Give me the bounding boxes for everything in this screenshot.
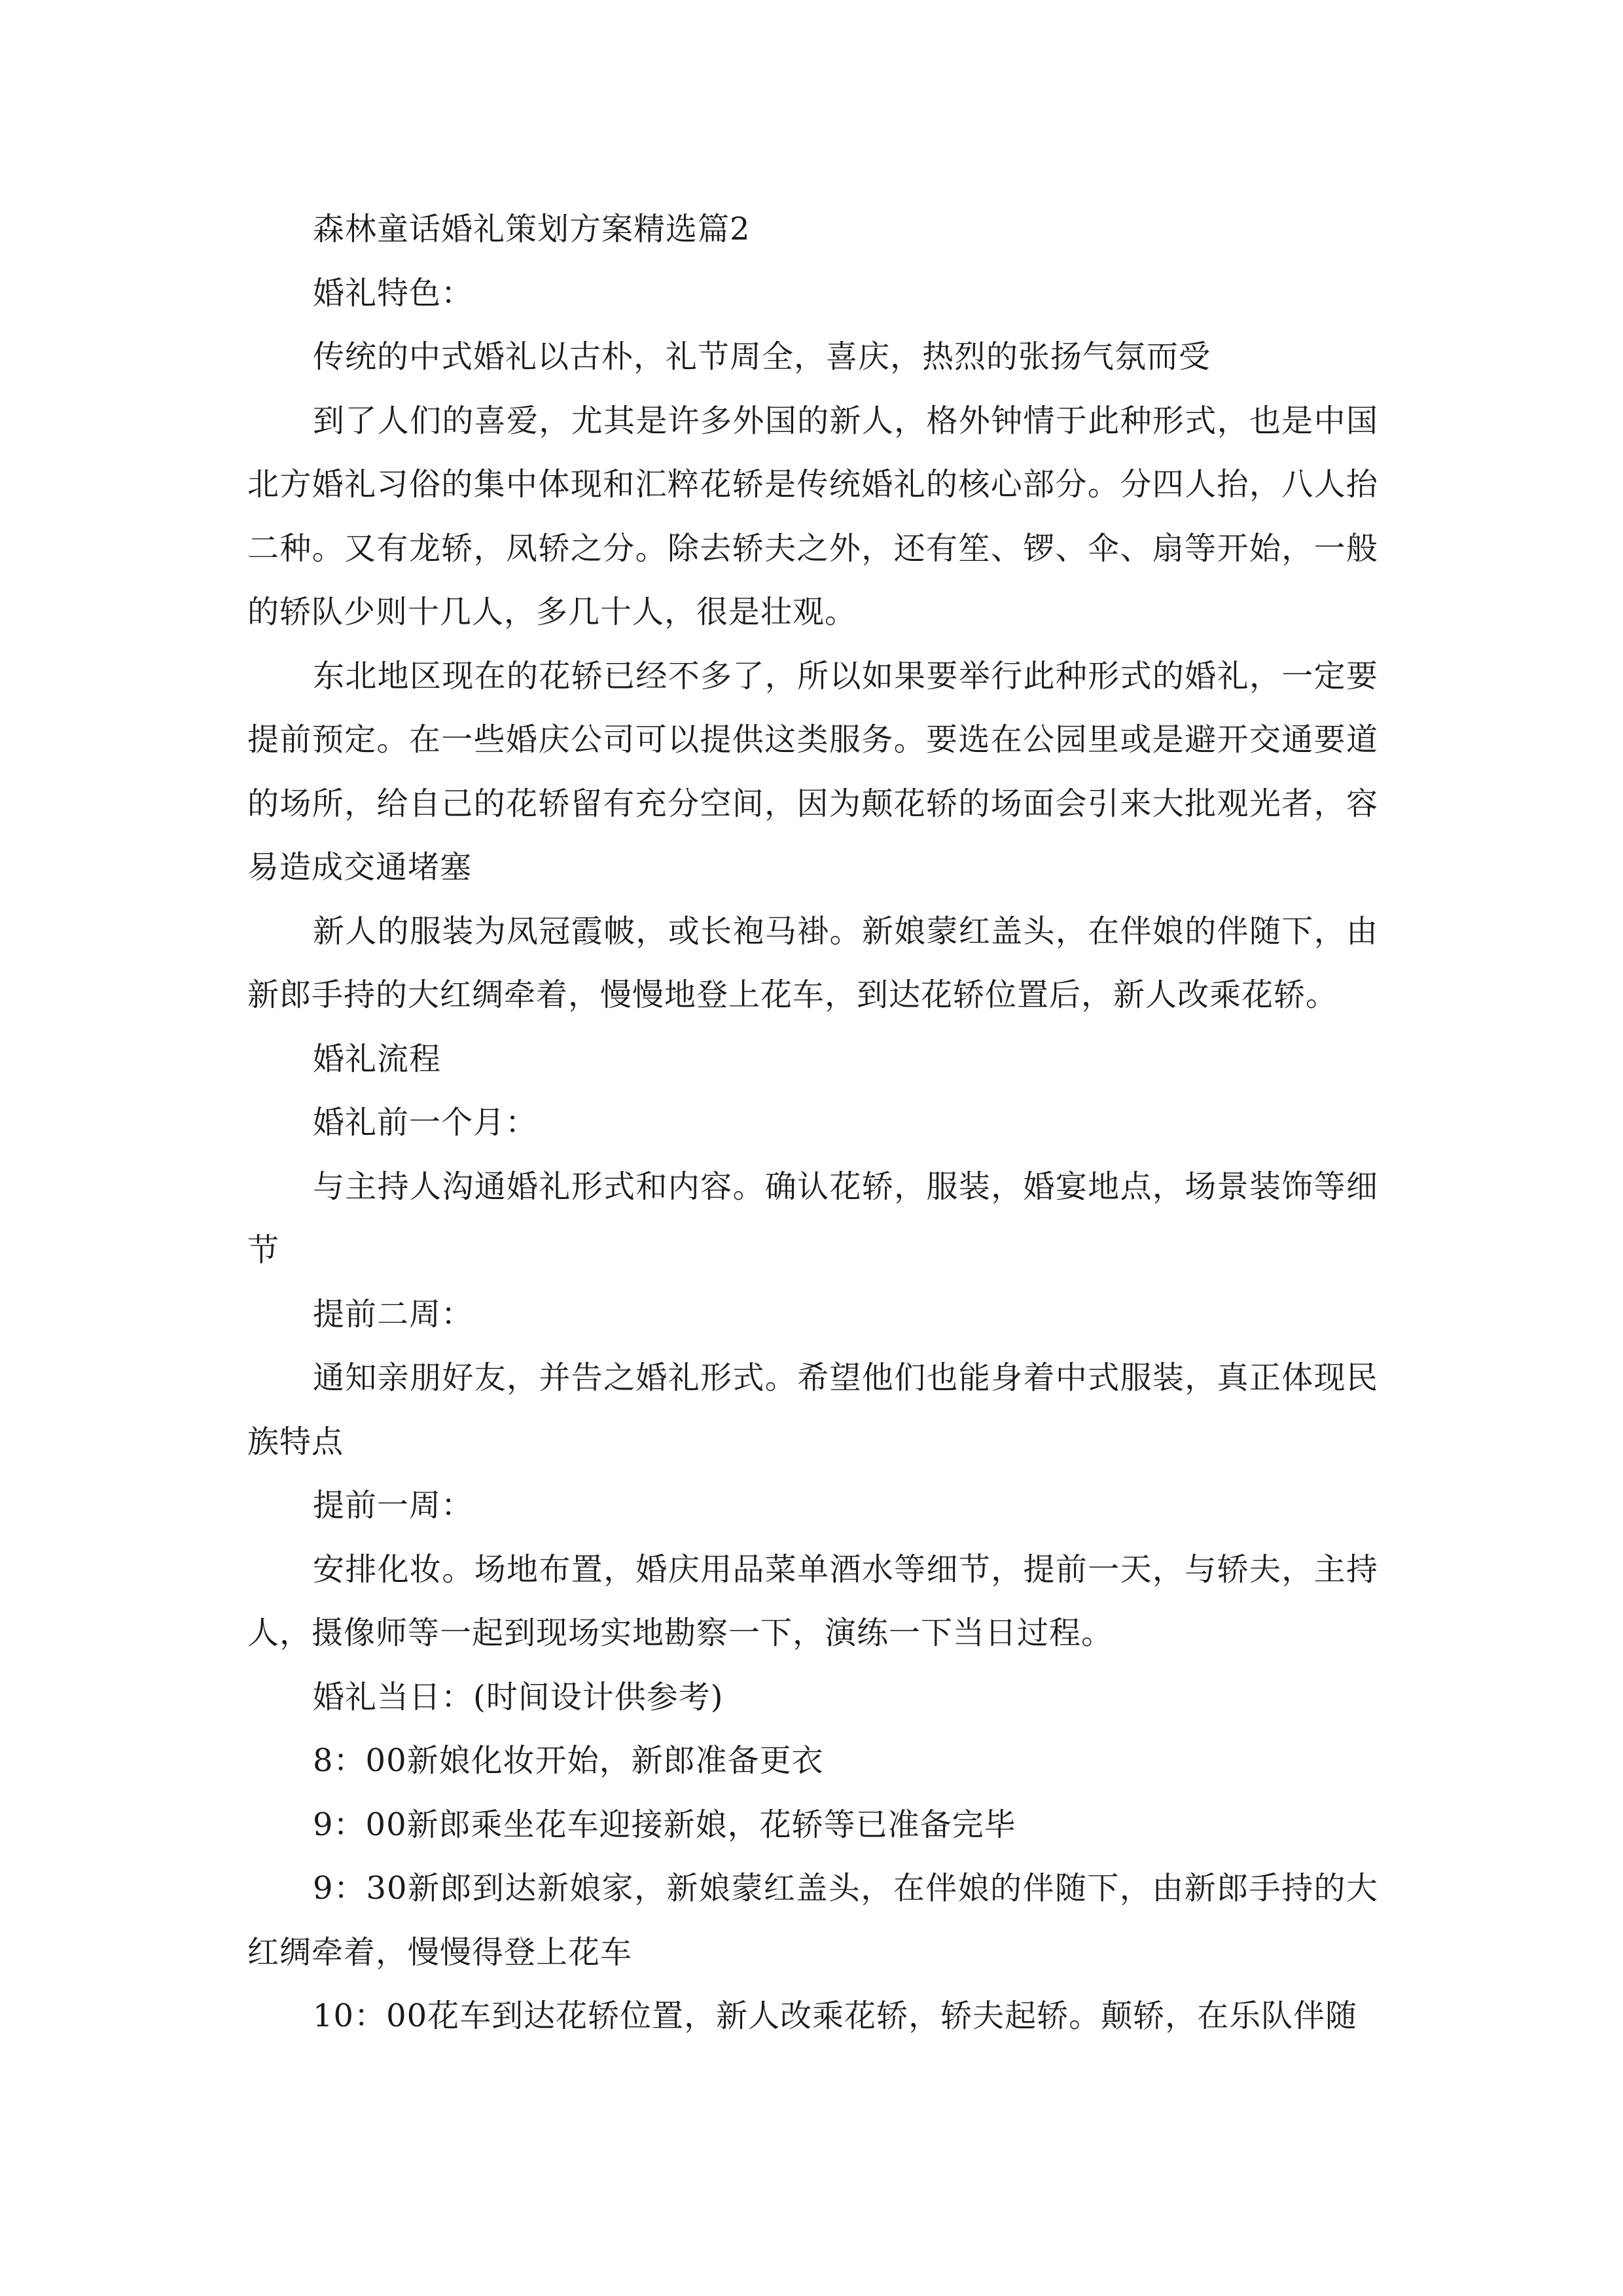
section-heading-process: 婚礼流程: [313, 1040, 442, 1077]
paragraph: 新人的服装为凤冠霞帔，或长袍马褂。新娘蒙红盖头，在伴娘的伴随下，由新郎手持的大红绸牵着，慢慢地登上花车，到达花轿位置后，新人改乘花轿。: [247, 912, 1378, 1013]
paragraph: 到了人们的喜爱，尤其是许多外国的新人，格外钟情于此种形式，也是中国北方婚礼习俗的集中体现和汇粹花轿是传统婚礼的核心部分。分四人抬，八人抬二种。又有龙轿，凤轿之分。除去轿夫之外，还有笙、锣、伞、扇等开始，一般的轿队少则十几人，多几十人，很是壮观。: [247, 402, 1378, 630]
paragraph: 传统的中式婚礼以古朴，礼节周全，喜庆，热烈的张扬气氛而受: [313, 338, 1211, 375]
subheading-one-week: 提前一周：: [313, 1487, 474, 1524]
schedule-item: 8：00新娘化妆开始，新郎准备更衣: [313, 1742, 824, 1779]
subheading-wedding-day: 婚礼当日：(时间设计供参考): [313, 1678, 724, 1715]
paragraph: 安排化妆。场地布置，婚庆用品菜单酒水等细节，提前一天，与轿夫，主持人，摄像师等一起到现场实地勘察一下，演练一下当日过程。: [247, 1551, 1378, 1651]
paragraph: 通知亲朋好友，并告之婚礼形式。希望他们也能身着中式服装，真正体现民族特点: [247, 1359, 1378, 1460]
paragraph: 东北地区现在的花轿已经不多了，所以如果要举行此种形式的婚礼，一定要提前预定。在一些婚庆公司可以提供这类服务。要选在公园里或是避开交通要道的场所，给自己的花轿留有充分空间，因为颠花轿的场面会引来大批观光者，容易造成交通堵塞: [247, 657, 1378, 886]
schedule-item: 9：00新郎乘坐花车迎接新娘，花轿等已准备完毕: [313, 1806, 1016, 1843]
schedule-item: 10：00花车到达花轿位置，新人改乘花轿，轿夫起轿。颠轿，在乐队伴随: [313, 1998, 1358, 2034]
paragraph: 与主持人沟通婚礼形式和内容。确认花轿，服装，婚宴地点，场景装饰等细节: [247, 1168, 1378, 1268]
section-heading-features: 婚礼特色：: [313, 274, 474, 312]
schedule-item: 9：30新郎到达新娘家，新娘蒙红盖头，在伴娘的伴随下，由新郎手持的大红绸牵着，慢慢得登上花车: [247, 1870, 1378, 1971]
document-title: 森林童话婚礼策划方案精选篇2: [313, 211, 751, 247]
subheading-two-weeks: 提前二周：: [313, 1295, 474, 1333]
document-body: [247, 198, 1378, 2049]
subheading-one-month: 婚礼前一个月：: [313, 1104, 538, 1141]
